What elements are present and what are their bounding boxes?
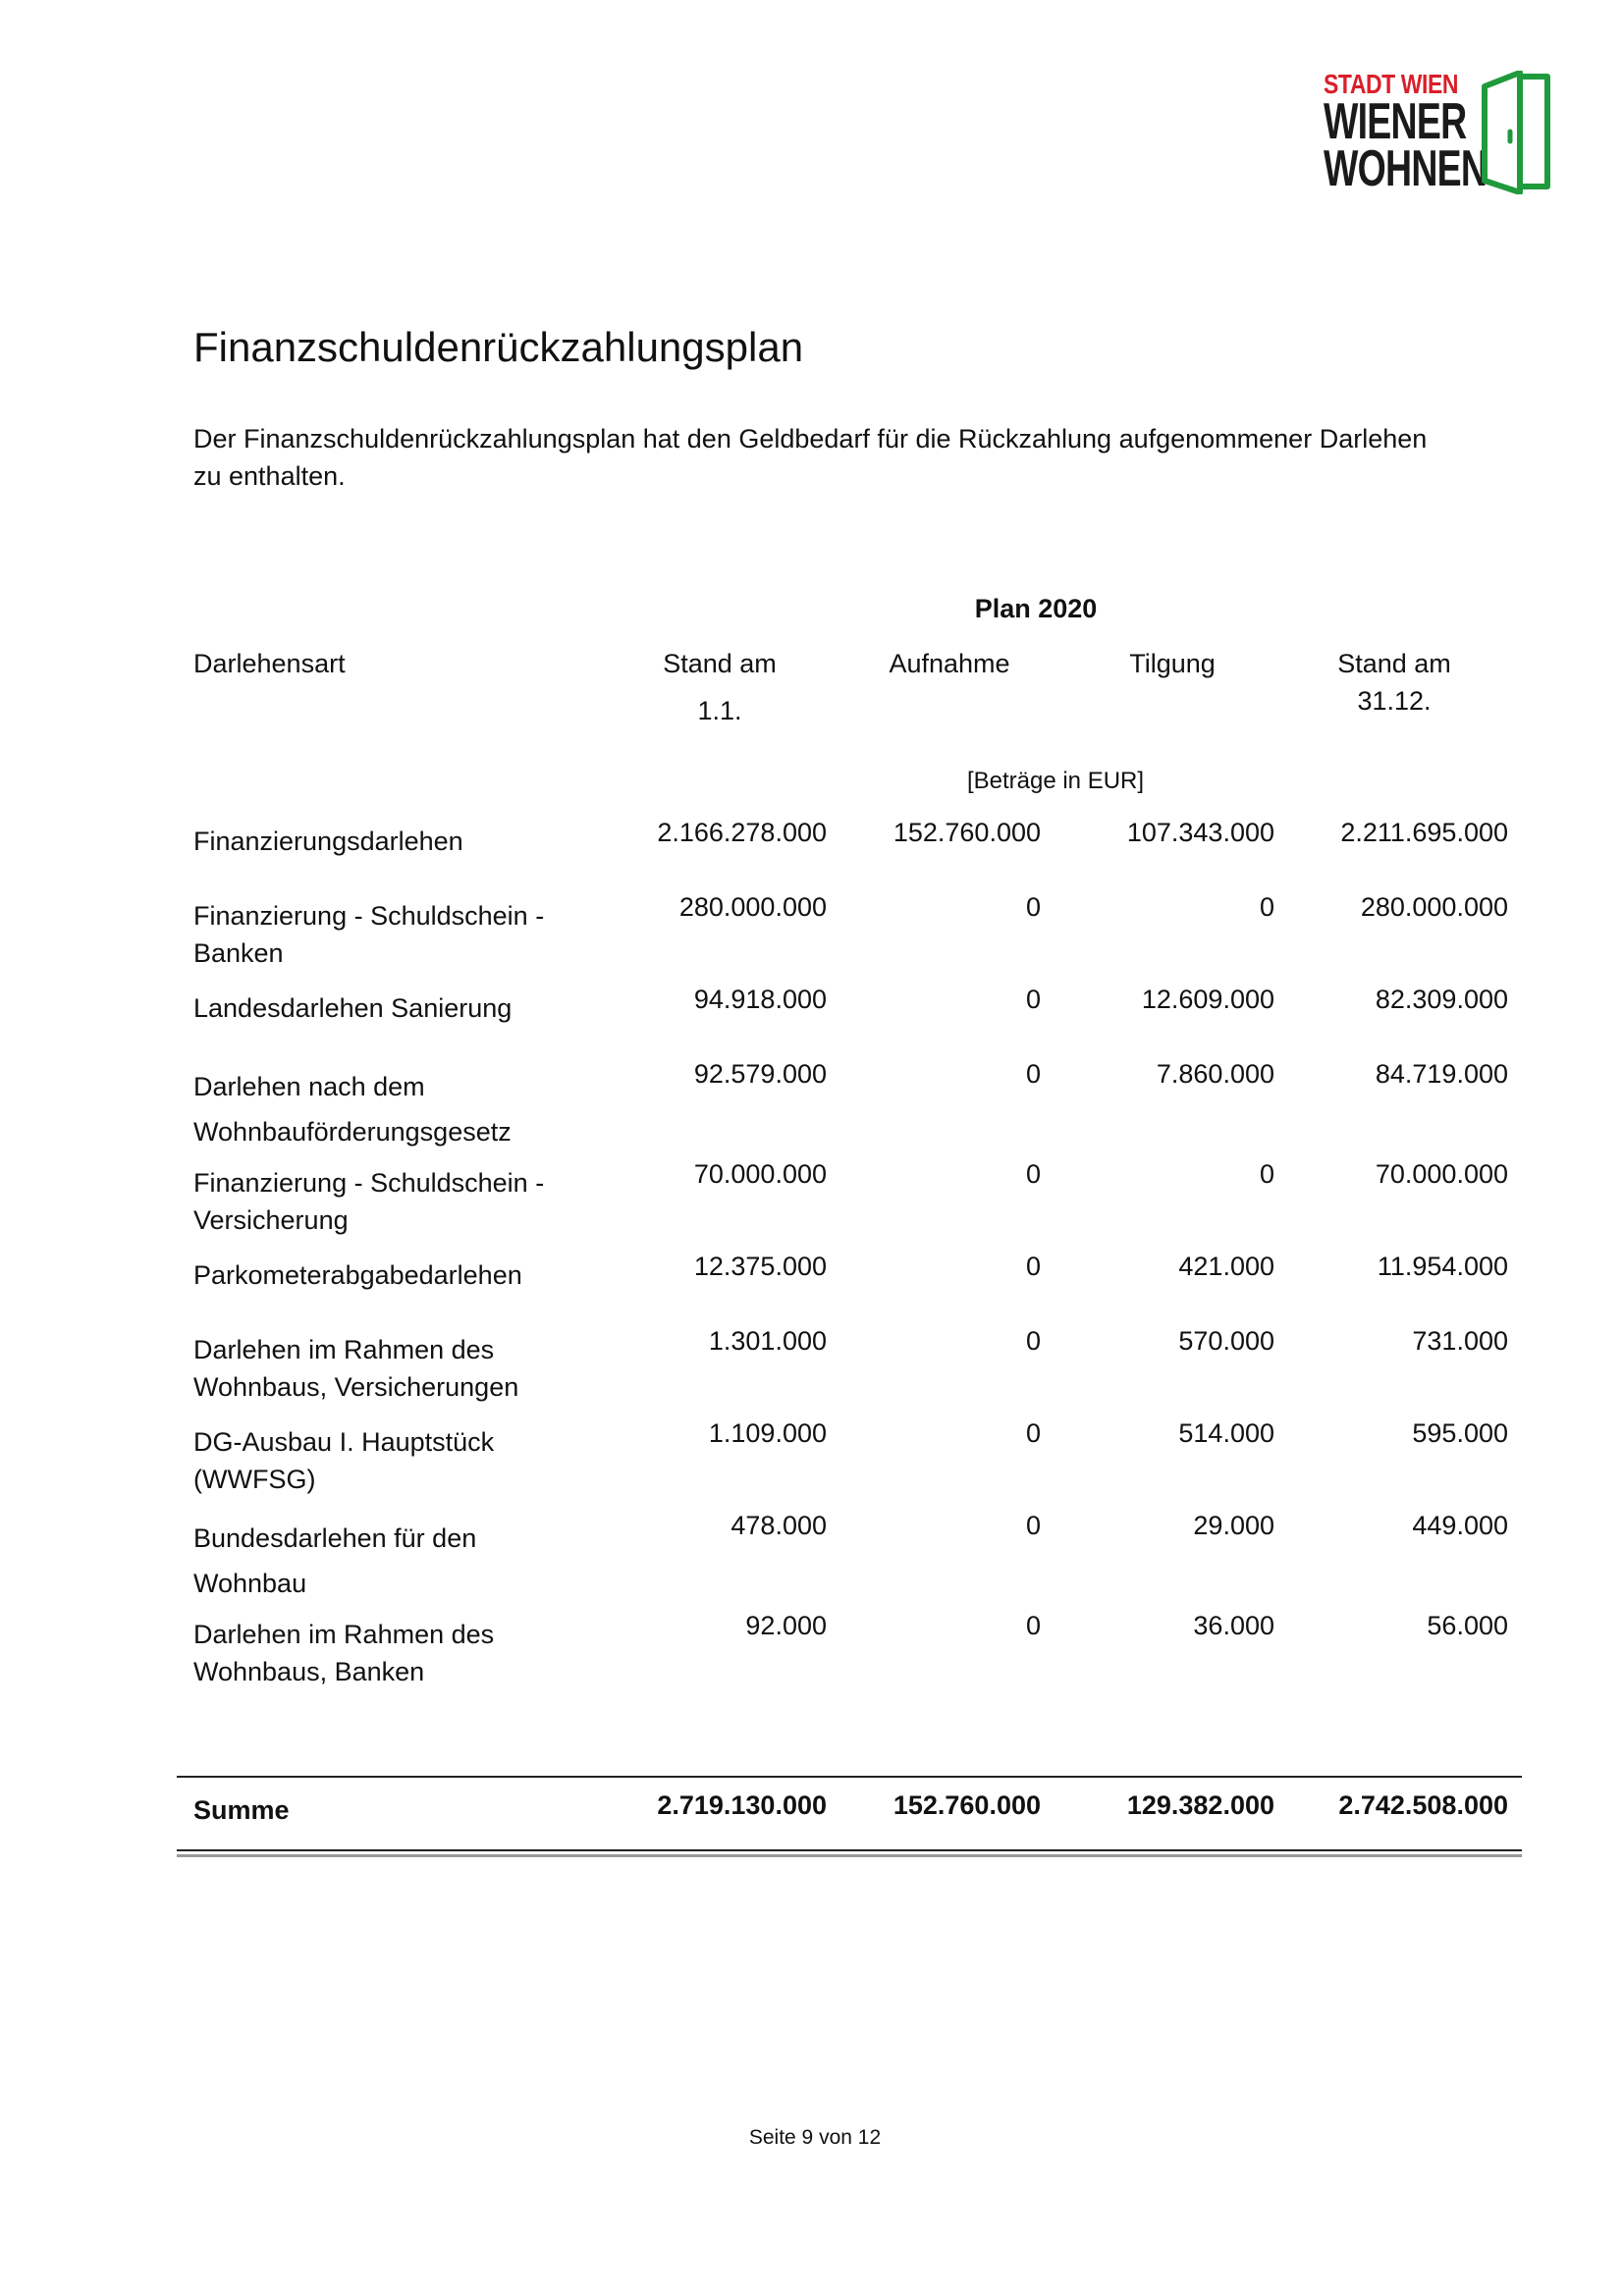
column-header-stand-11-date: 1.1. (697, 696, 742, 725)
total-rule-bottom (177, 1849, 1522, 1851)
door-icon (1481, 71, 1551, 194)
table-cell-tilgung: 7.860.000 (1156, 1059, 1274, 1089)
total-aufnahme: 152.760.000 (893, 1790, 1041, 1820)
table-cell-stand-11: 92.000 (745, 1611, 827, 1640)
table-cell-tilgung: 514.000 (1178, 1418, 1274, 1448)
table-cell-stand-3112: 70.000.000 (1375, 1159, 1508, 1189)
table-cell-stand-3112: 84.719.000 (1375, 1059, 1508, 1089)
total-rule-bottom-double (177, 1854, 1522, 1857)
logo-wohnen: WOHNEN (1324, 140, 1488, 197)
table-cell-aufnahme: 0 (1025, 892, 1041, 922)
table-cell-stand-11: 280.000.000 (678, 892, 827, 922)
table-cell-stand-3112: 56.000 (1427, 1611, 1508, 1640)
table-cell-stand-11: 94.918.000 (693, 985, 827, 1014)
table-cell-tilgung: 570.000 (1178, 1326, 1274, 1356)
table-cell-tilgung: 36.000 (1193, 1611, 1274, 1640)
table-cell-tilgung: 107.343.000 (1126, 818, 1274, 847)
total-tilgung: 129.382.000 (1126, 1790, 1274, 1820)
page-title: Finanzschuldenrückzahlungsplan (193, 324, 804, 370)
table-cell-stand-11: 12.375.000 (693, 1252, 827, 1281)
table-cell-stand-3112: 280.000.000 (1360, 892, 1508, 922)
table-cell-tilgung: 29.000 (1193, 1511, 1274, 1540)
table-cell-aufnahme: 0 (1025, 1418, 1041, 1448)
column-header-darlehensart: Darlehensart (193, 649, 346, 678)
table-cell-stand-3112: 82.309.000 (1375, 985, 1508, 1014)
table-cell-aufnahme: 0 (1025, 1059, 1041, 1089)
logo-wiener: WIENER (1324, 93, 1467, 150)
table-row-label: Darlehen nach dem Wohnbauförderungsgesetz (193, 1072, 512, 1147)
table-cell-stand-11: 478.000 (730, 1511, 827, 1540)
table-cell-stand-3112: 595.000 (1412, 1418, 1508, 1448)
column-header-stand-11: Stand am (663, 649, 777, 678)
table-cell-stand-3112: 731.000 (1412, 1326, 1508, 1356)
table-cell-tilgung: 0 (1259, 1159, 1274, 1189)
table-cell-tilgung: 421.000 (1178, 1252, 1274, 1281)
table-cell-tilgung: 12.609.000 (1141, 985, 1274, 1014)
intro-text: Der Finanzschuldenrückzahlungsplan hat den Geldbedarf für die Rückzahlung aufgenommener Darlehen zu enthalten. (193, 424, 1428, 491)
table-cell-aufnahme: 0 (1025, 1252, 1041, 1281)
table-cell-aufnahme: 0 (1025, 1611, 1041, 1640)
table-row-label: Bundesdarlehen für den Wohnbau (193, 1523, 477, 1598)
total-stand-11: 2.719.130.000 (657, 1790, 827, 1820)
logo-stadt-wien: STADT WIEN (1324, 69, 1459, 99)
total-stand-3112: 2.742.508.000 (1338, 1790, 1508, 1820)
plan-header: Plan 2020 (974, 594, 1098, 623)
table-row-label: DG-Ausbau I. Hauptstück (WWFSG) (193, 1427, 495, 1494)
table-cell-stand-11: 1.301.000 (708, 1326, 827, 1356)
table-cell-aufnahme: 0 (1025, 1326, 1041, 1356)
table-cell-stand-3112: 11.954.000 (1377, 1252, 1508, 1281)
table-row-label: Darlehen im Rahmen des Wohnbaus, Versicherungen (193, 1335, 519, 1402)
table-cell-aufnahme: 0 (1025, 1511, 1041, 1540)
column-header-tilgung: Tilgung (1129, 649, 1216, 678)
table-cell-stand-11: 70.000.000 (693, 1159, 827, 1189)
table-cell-stand-11: 2.166.278.000 (657, 818, 827, 847)
table-row-label: Finanzierung - Schuldschein - Banken (193, 901, 545, 968)
table-row-label: Parkometerabgabedarlehen (193, 1260, 522, 1290)
total-label: Summe (193, 1795, 290, 1825)
table-cell-stand-11: 1.109.000 (708, 1418, 827, 1448)
column-header-stand-3112-date: 31.12. (1357, 686, 1432, 716)
total-rule-top (177, 1776, 1522, 1778)
column-header-aufnahme: Aufnahme (889, 649, 1010, 678)
table-cell-stand-3112: 2.211.695.000 (1340, 818, 1508, 847)
table-cell-stand-3112: 449.000 (1412, 1511, 1508, 1540)
table-cell-tilgung: 0 (1259, 892, 1274, 922)
table-cell-aufnahme: 0 (1025, 985, 1041, 1014)
column-header-stand-3112: Stand am (1337, 649, 1451, 678)
table-row-label: Darlehen im Rahmen des Wohnbaus, Banken (193, 1620, 495, 1686)
table-row-label: Finanzierung - Schuldschein - Versicherung (193, 1168, 545, 1235)
logo (1324, 69, 1559, 196)
table-cell-aufnahme: 152.760.000 (893, 818, 1041, 847)
page-number: Seite 9 von 12 (748, 2126, 882, 2149)
table-row-label: Finanzierungsdarlehen (193, 827, 463, 856)
table-cell-aufnahme: 0 (1025, 1159, 1041, 1189)
unit-note: [Beträge in EUR] (966, 768, 1145, 794)
table-cell-stand-11: 92.579.000 (693, 1059, 827, 1089)
table-row-label: Landesdarlehen Sanierung (193, 993, 513, 1023)
